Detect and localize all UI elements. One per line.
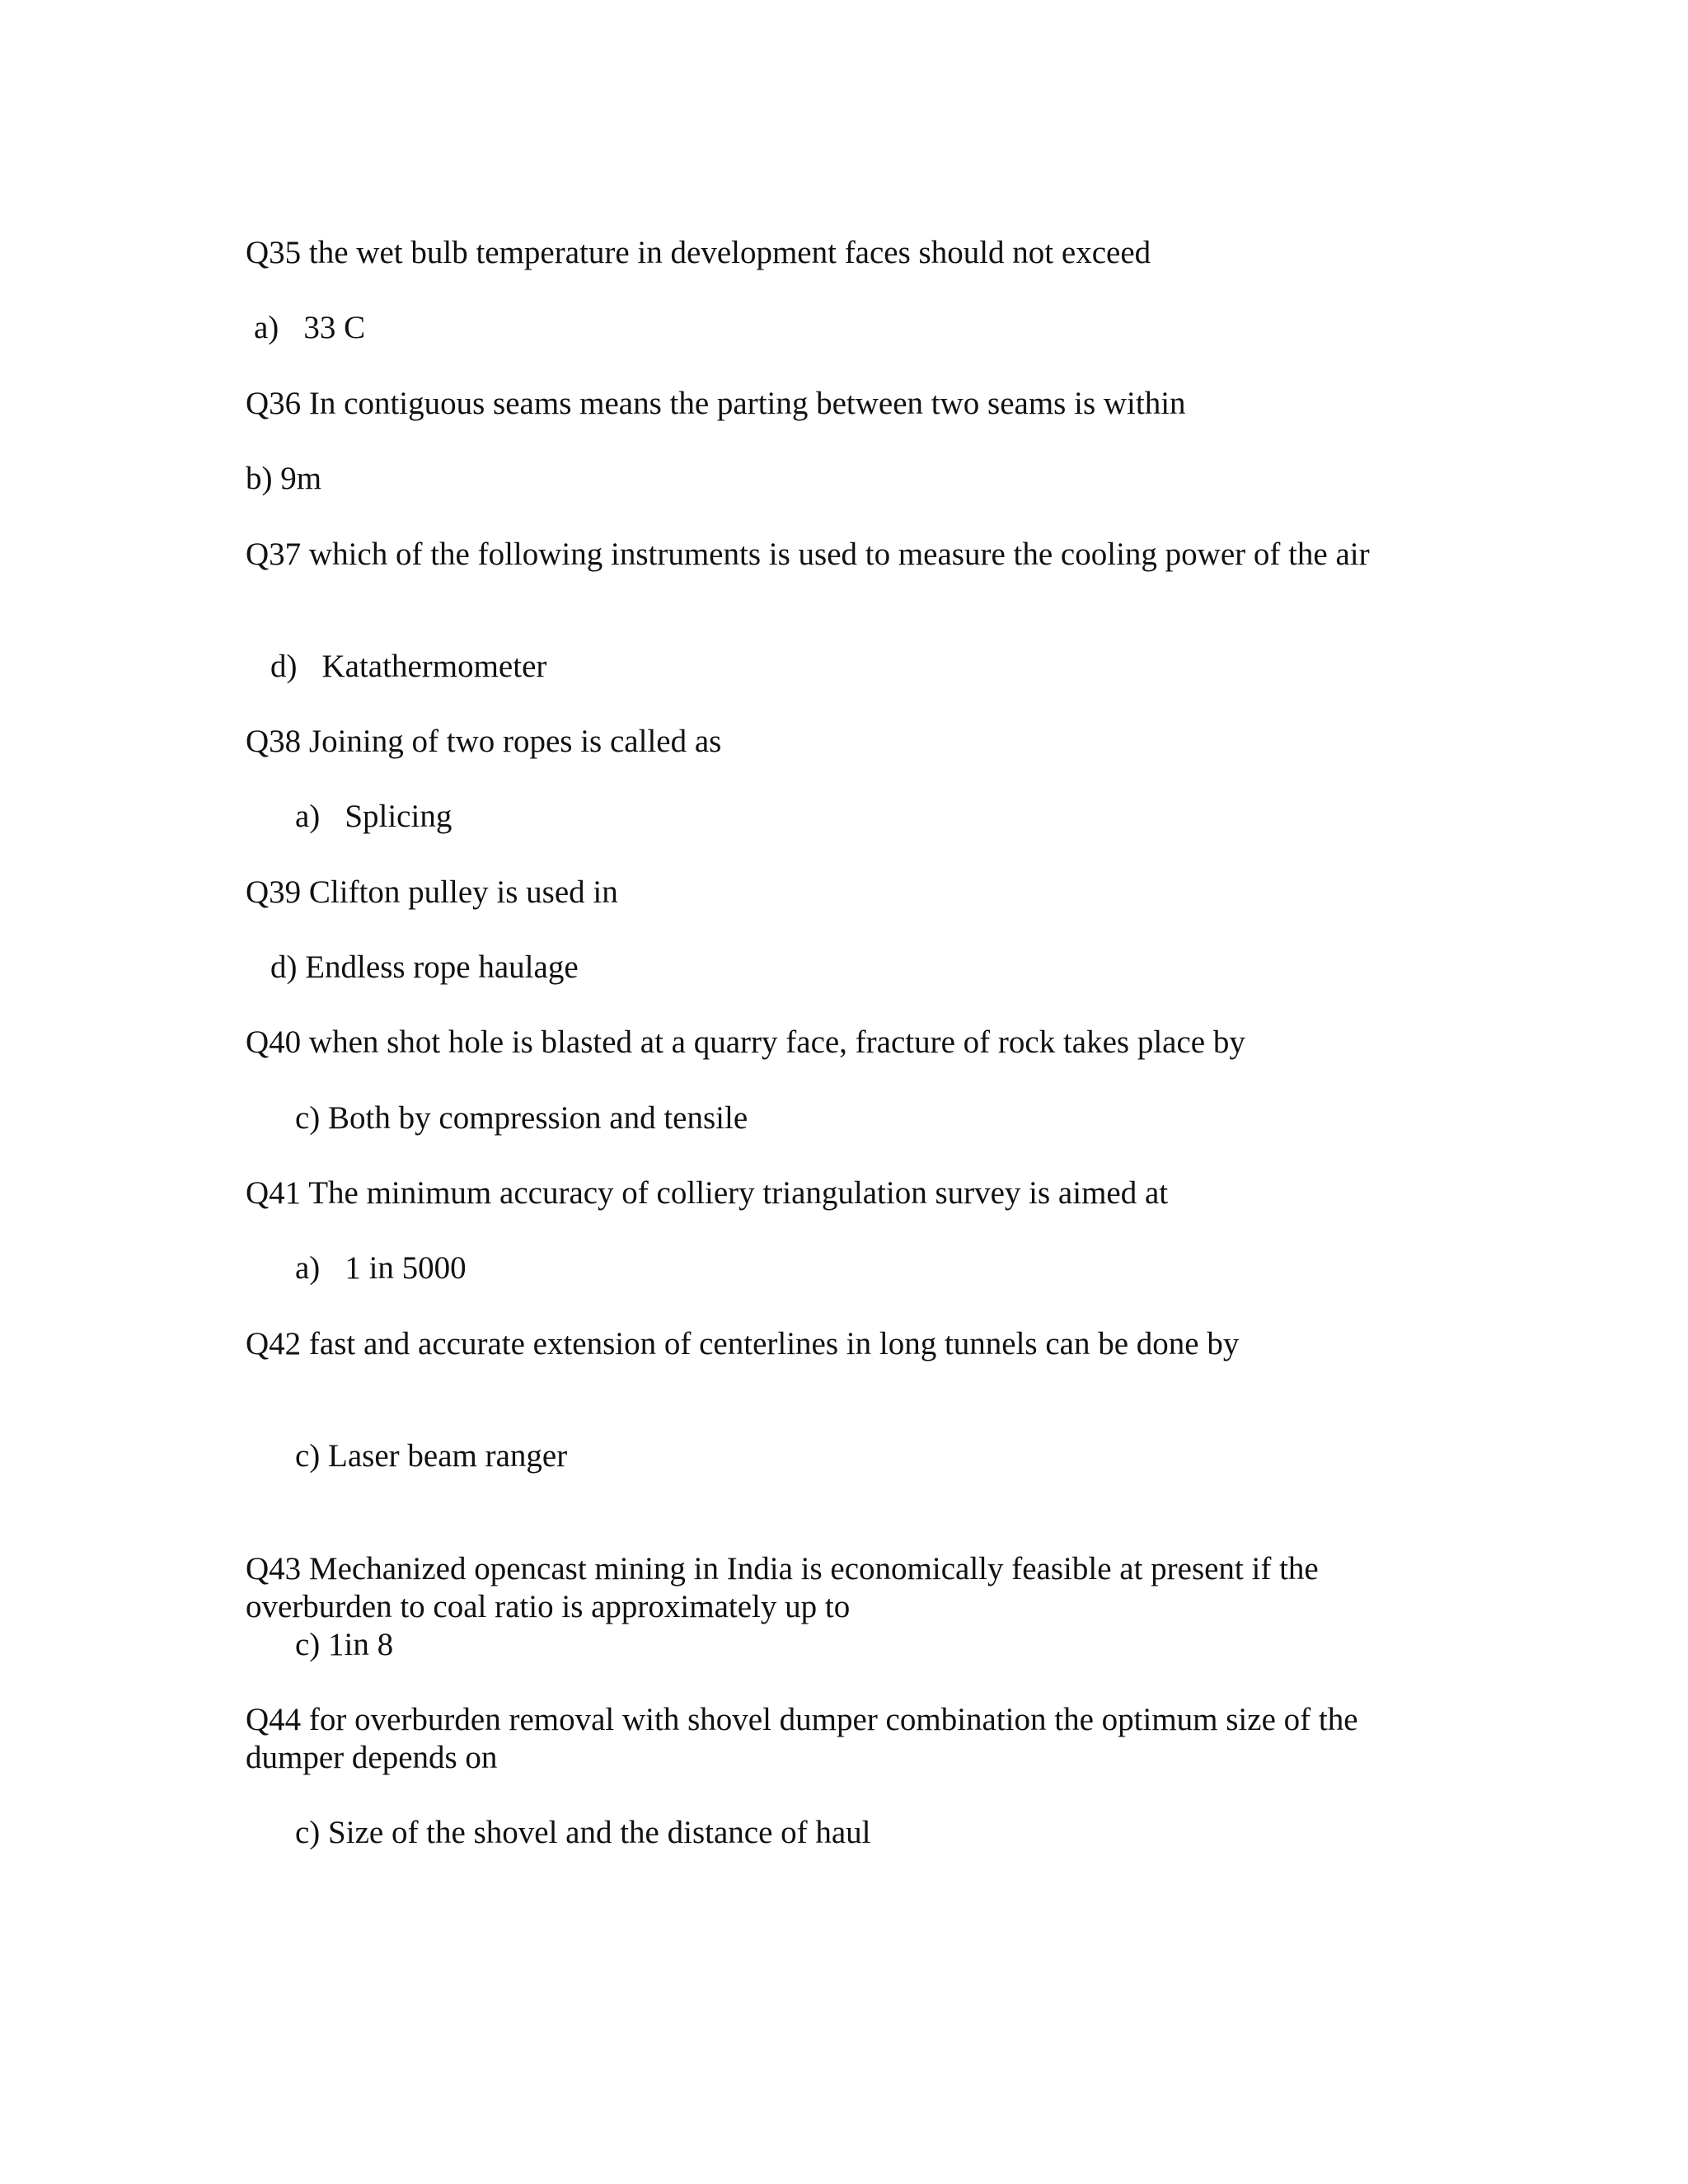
answer-35 (254, 309, 365, 347)
answer-35-text: 33 C (303, 310, 366, 345)
question-36: Q36 In contiguous seams means the parting between two seams is within (246, 386, 1186, 421)
answer-37-label: d) (270, 649, 298, 684)
answer-38 (295, 798, 452, 836)
answer-35-label: a) (254, 310, 279, 345)
question-39: Q39 Clifton pulley is used in (246, 874, 618, 910)
question-35: Q35 the wet bulb temperature in development faces should not exceed (246, 235, 1151, 270)
answer-39: d) Endless rope haulage (270, 949, 579, 985)
question-43: Q43 Mechanized opencast mining in India is economically feasible at present if the overburden to coal ratio is approximately up to (246, 1551, 1319, 1624)
answer-38-text: Splicing (345, 799, 452, 834)
answer-41 (295, 1249, 467, 1287)
answer-37-text: Katathermometer (321, 649, 547, 684)
question-42: Q42 fast and accurate extension of centerlines in long tunnels can be done by (246, 1326, 1240, 1361)
question-41: Q41 The minimum accuracy of colliery triangulation survey is aimed at (246, 1175, 1169, 1211)
question-37: Q37 which of the following instruments is used to measure the cooling power of the air (246, 537, 1370, 572)
answer-41-label: a) (295, 1250, 321, 1286)
answer-41-text: 1 in 5000 (345, 1250, 467, 1286)
answer-40: c) Both by compression and tensile (295, 1100, 748, 1136)
question-44: Q44 for overburden removal with shovel dumper combination the optimum size of the dumper depends on (246, 1702, 1358, 1775)
answer-44: c) Size of the shovel and the distance of haul (295, 1815, 871, 1850)
question-38: Q38 Joining of two ropes is called as (246, 724, 722, 759)
answer-43: c) 1in 8 (295, 1627, 394, 1662)
answer-42: c) Laser beam ranger (295, 1438, 568, 1474)
answer-36: b) 9m (246, 461, 322, 496)
question-40: Q40 when shot hole is blasted at a quarry face, fracture of rock takes place by (246, 1024, 1245, 1060)
answer-37 (270, 648, 546, 686)
answer-38-label: a) (295, 799, 321, 834)
